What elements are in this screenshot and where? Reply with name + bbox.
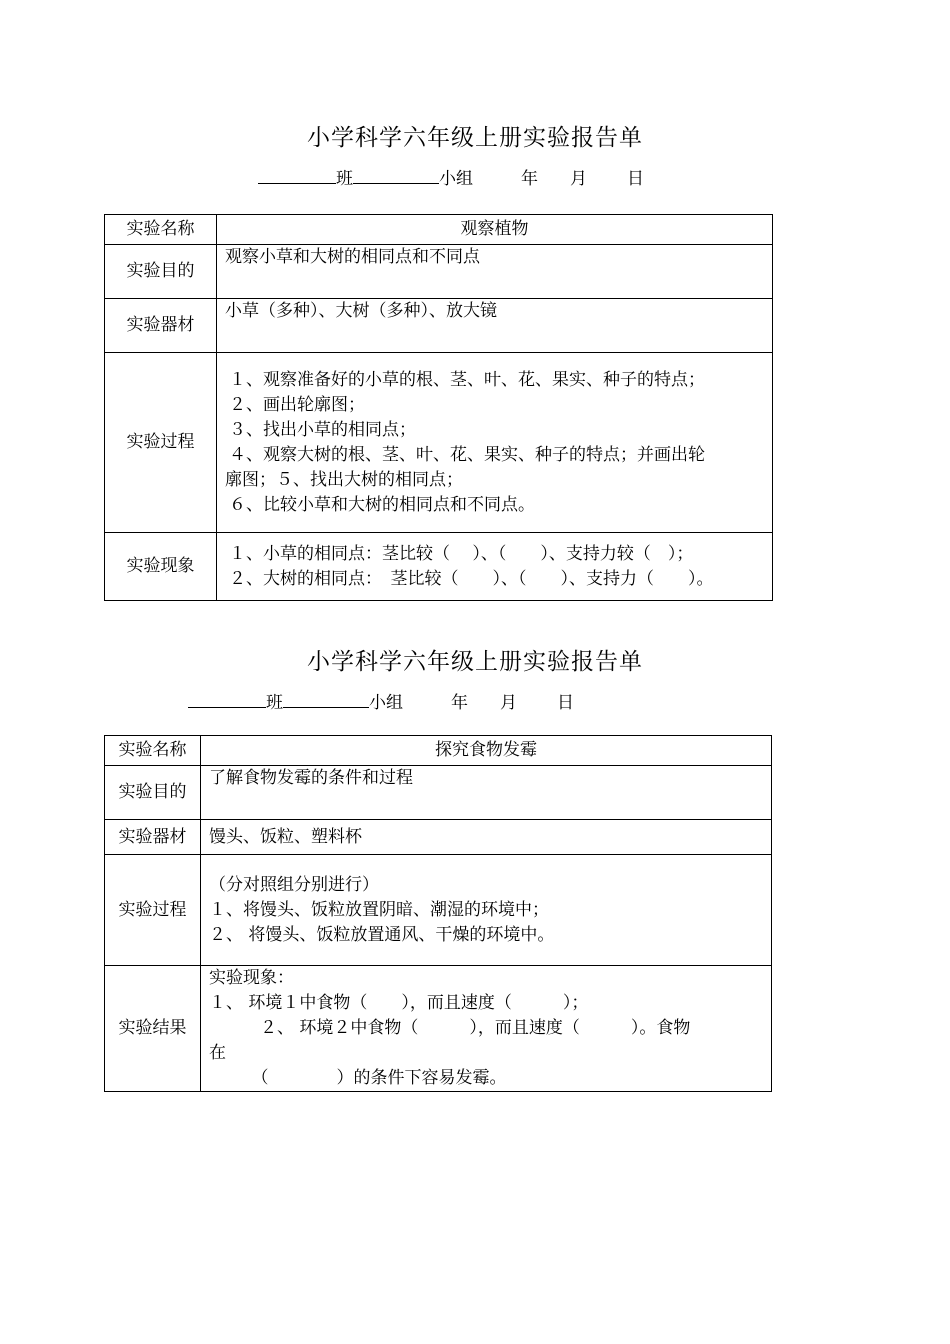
process-value [201, 855, 772, 966]
class-blank[interactable] [188, 693, 266, 708]
process-line: ２、 将馒头、饭粒放置通风、干燥的环境中。 [209, 924, 555, 945]
phenomenon-label: 实验现象 [105, 533, 217, 601]
result-line: 在 [209, 1043, 226, 1063]
result-line: 实验现象： [209, 968, 294, 988]
process-line: ３、找出小草的相同点； [229, 419, 416, 440]
month-label: 月 [570, 169, 587, 189]
table-row [105, 820, 772, 855]
report2-title: 小学科学六年级上册实验报告单 [307, 649, 643, 675]
result-value [201, 966, 772, 1092]
day-label: 日 [627, 169, 644, 189]
name-label: 实验名称 [105, 215, 217, 245]
report1-date-line [258, 164, 644, 189]
purpose-value: 了解食物发霉的条件和过程 [201, 766, 772, 820]
report1-title: 小学科学六年级上册实验报告单 [307, 125, 643, 151]
report1-table [104, 214, 773, 601]
result-line: （ ）的条件下容易发霉。 [209, 1068, 507, 1088]
materials-value: 小草（多种）、大树（多种）、放大镜 [217, 299, 773, 353]
group-blank[interactable] [283, 693, 369, 708]
group-blank[interactable] [353, 169, 439, 184]
class-blank[interactable] [258, 169, 336, 184]
table-row [105, 245, 773, 299]
table-row [105, 353, 773, 533]
purpose-value: 观察小草和大树的相同点和不同点 [217, 245, 773, 299]
table-row [105, 766, 772, 820]
month-label: 月 [500, 693, 517, 713]
result-line: １、 环境１中食物（ ），而且速度（ ）； [209, 993, 589, 1013]
group-label: 小组 [439, 169, 473, 189]
process-line: ６、比较小草和大树的相同点和不同点。 [229, 494, 535, 515]
process-line: 廓图；５、找出大树的相同点； [225, 469, 463, 490]
table-row [105, 966, 772, 1092]
materials-label: 实验器材 [105, 299, 217, 353]
table-row [105, 736, 772, 766]
purpose-label: 实验目的 [105, 245, 217, 299]
day-label: 日 [557, 693, 574, 713]
process-value [217, 353, 773, 533]
process-line: ４、观察大树的根、茎、叶、花、果实、种子的特点；并画出轮 [229, 444, 705, 465]
table-row [105, 855, 772, 966]
report2-table [104, 735, 772, 1092]
process-line: ２、画出轮廓图； [229, 394, 365, 415]
process-label: 实验过程 [105, 855, 201, 966]
process-line: （分对照组分别进行） [209, 874, 379, 895]
process-line: １、观察准备好的小草的根、茎、叶、花、果实、种子的特点； [229, 369, 705, 390]
phenomenon-line: １、小草的相同点：茎比较（ ）、（ ）、支持力较（ ）； [229, 543, 694, 564]
materials-label: 实验器材 [105, 820, 201, 855]
year-label: 年 [451, 693, 468, 713]
process-label: 实验过程 [105, 353, 217, 533]
phenomenon-value [217, 533, 773, 601]
process-line: １、将馒头、饭粒放置阴暗、潮湿的环境中； [209, 899, 549, 920]
result-line: ２、 环境２中食物（ ），而且速度（ ）。食物 [209, 1018, 691, 1038]
class-label: 班 [266, 693, 283, 713]
name-value: 观察植物 [217, 215, 773, 245]
materials-value: 馒头、饭粒、塑料杯 [201, 820, 772, 855]
table-row [105, 215, 773, 245]
purpose-label: 实验目的 [105, 766, 201, 820]
result-label: 实验结果 [105, 966, 201, 1092]
report2-date-line [188, 688, 574, 713]
name-value: 探究食物发霉 [201, 736, 772, 766]
year-label: 年 [521, 169, 538, 189]
phenomenon-line: ２、大树的相同点： 茎比较（ ）、（ ）、支持力（ ）。 [229, 568, 714, 589]
group-label: 小组 [369, 693, 403, 713]
class-label: 班 [336, 169, 353, 189]
table-row [105, 299, 773, 353]
table-row [105, 533, 773, 601]
name-label: 实验名称 [105, 736, 201, 766]
